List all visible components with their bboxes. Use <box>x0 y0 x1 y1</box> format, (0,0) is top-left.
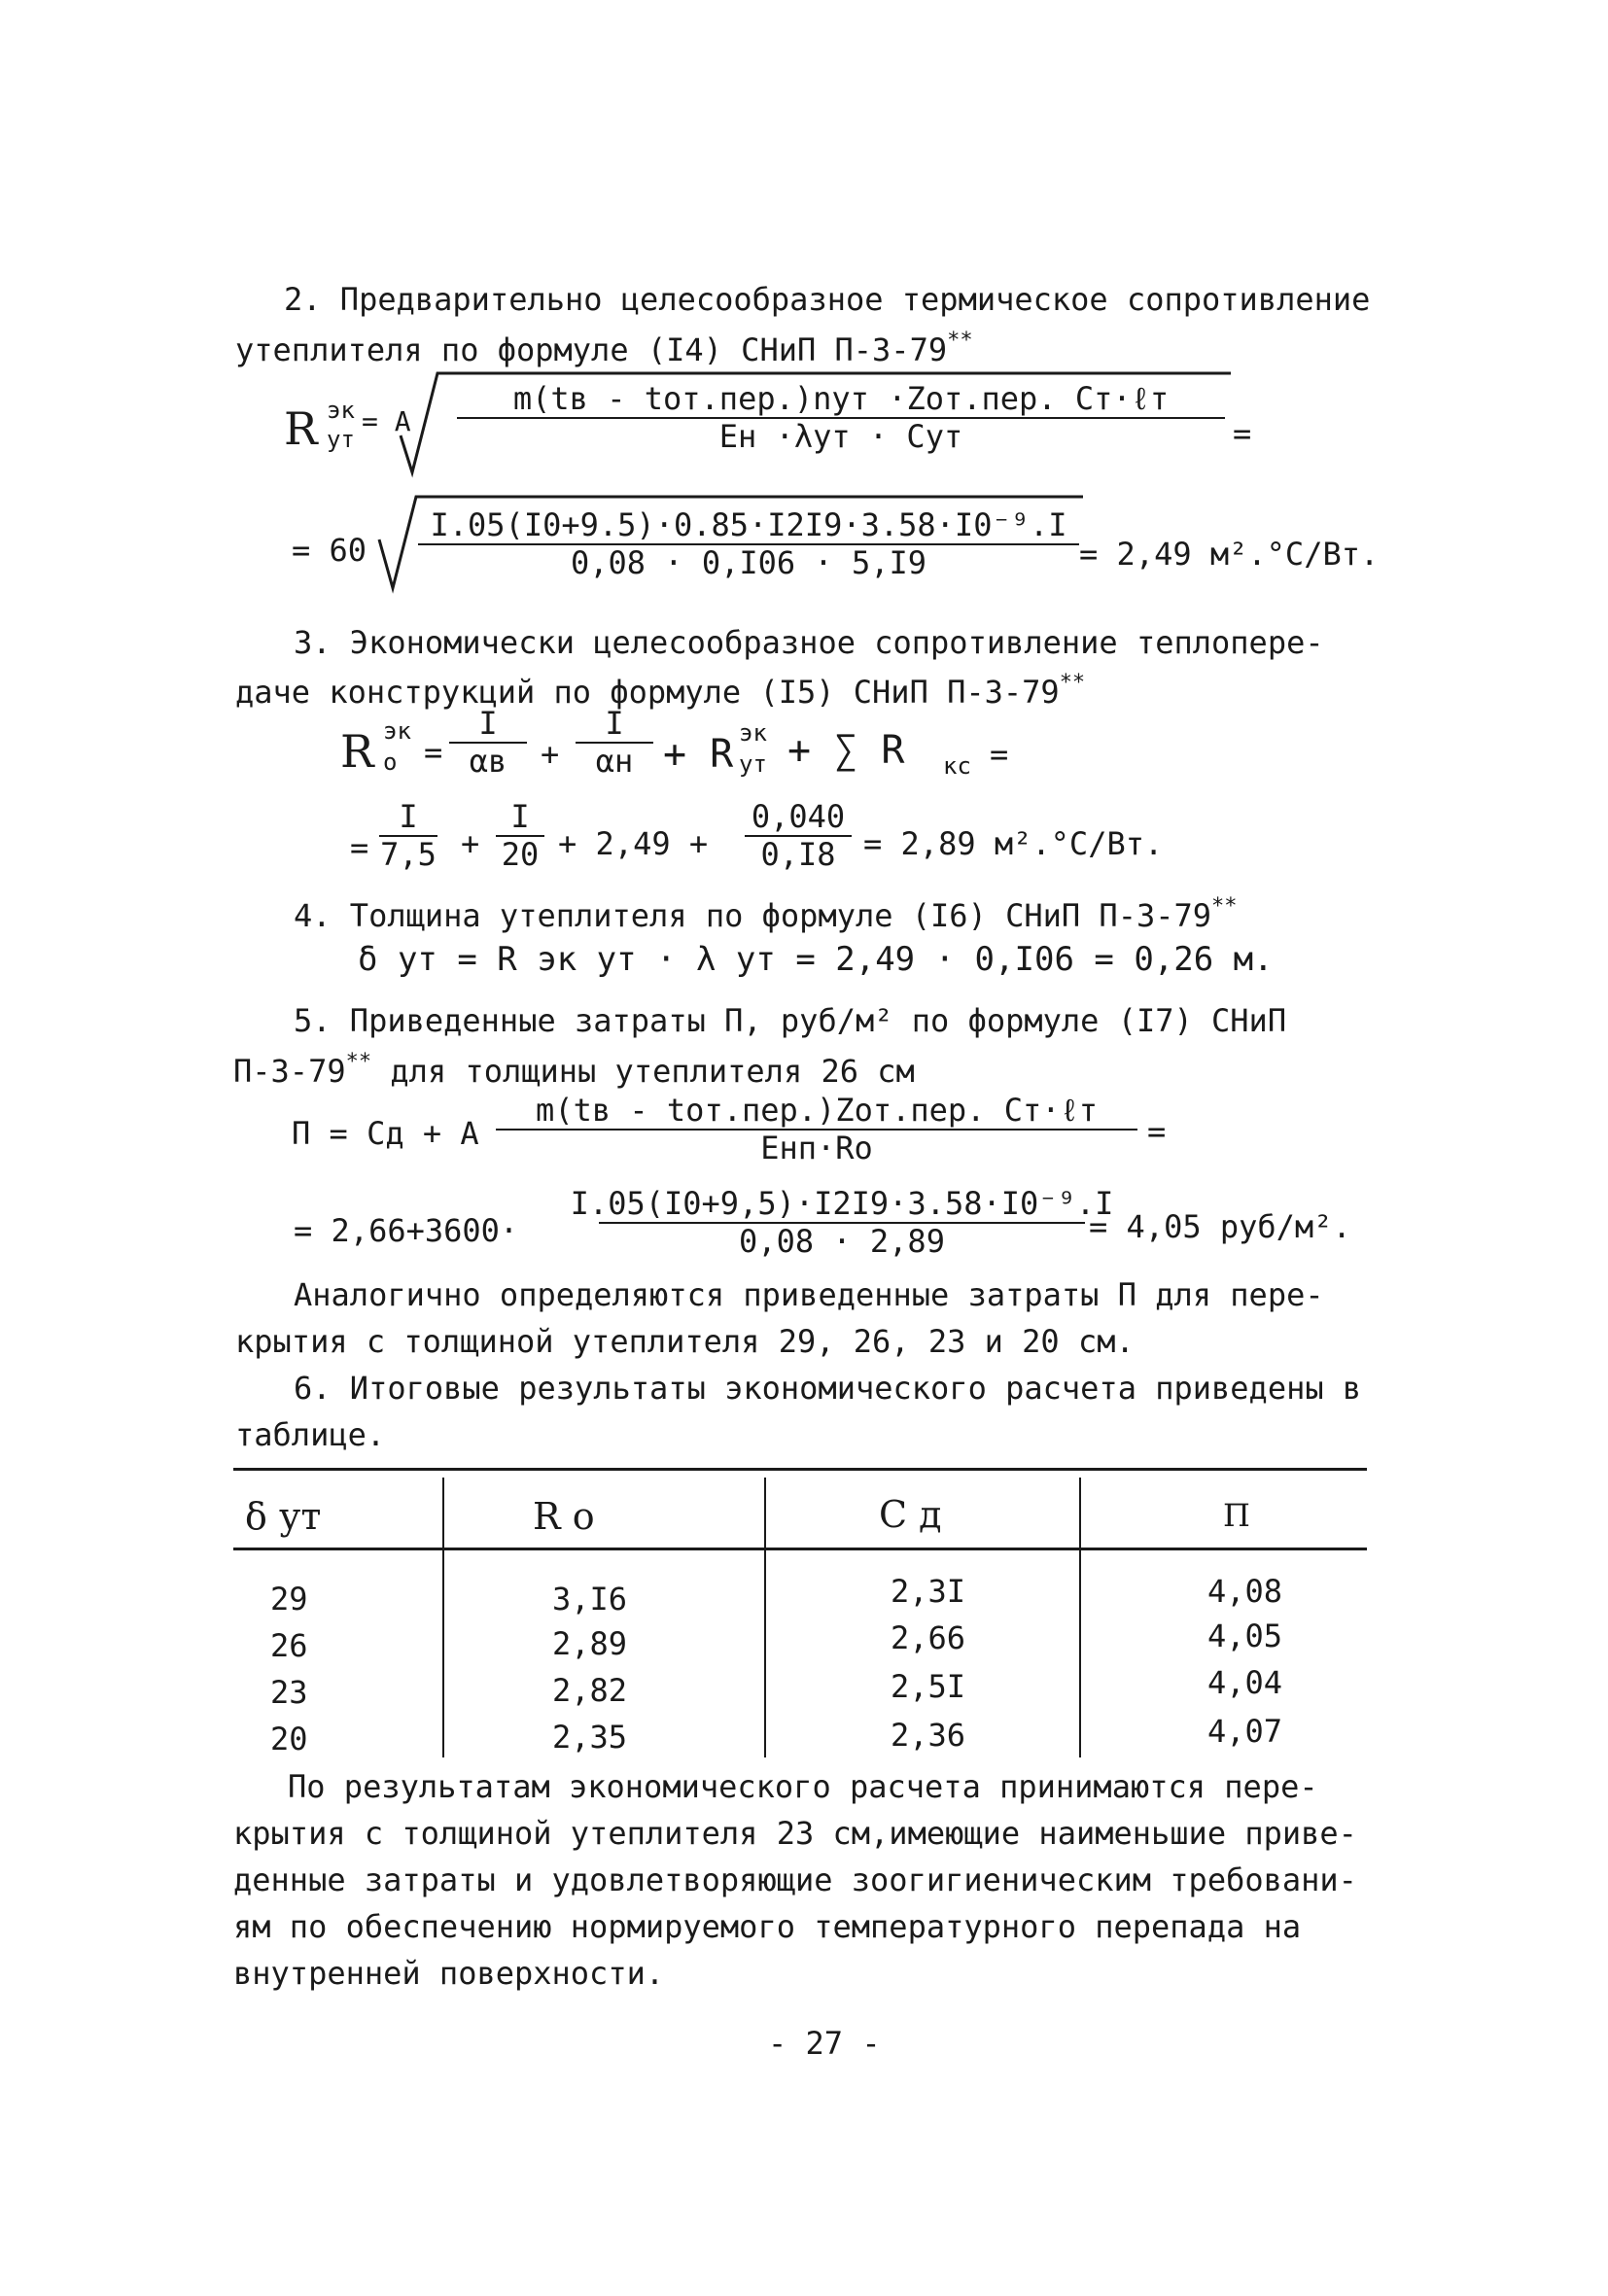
table-top-rule <box>233 1468 1367 1471</box>
item2-lhs-sub: ут <box>327 426 355 453</box>
item3-c2-den: 20 <box>501 835 540 873</box>
table-cell: 4,08 <box>1207 1573 1283 1610</box>
table-cell: 4,07 <box>1207 1713 1283 1750</box>
item3-c3 <box>745 799 852 873</box>
table-cell: 2,82 <box>552 1672 628 1709</box>
table-col-divider-3 <box>1079 1478 1081 1757</box>
item4-line1: 4. Толщина утеплителя по формуле (I6) СНиП П-3-79** <box>294 894 1238 934</box>
table-cell: 2,89 <box>552 1625 628 1662</box>
item3-line1: 3. Экономически целесообразное сопротивление теплопере- <box>294 624 1324 661</box>
item5-calc-numerator: I.05(I0+9,5)·I2I9·3.58·I0⁻⁹.I <box>570 1185 1114 1222</box>
conclusion-line: По результатам экономического расчета принимаются пере- <box>288 1768 1318 1805</box>
table-cell: 2,3I <box>891 1573 966 1610</box>
item2-numerator: m(tв - tот.пер.)nут ·Zот.пер. Ст·ℓт <box>512 380 1170 417</box>
item5-calc-prefix: = 2,66+3600· <box>294 1212 519 1249</box>
item5-numerator: m(tв - tот.пер.)Zот.пер. Ст·ℓт <box>536 1092 1098 1129</box>
item3-frac2-den: αн <box>595 742 634 780</box>
table-header-thickness: δ ут <box>245 1495 322 1538</box>
item3-rhs-sup: эк <box>739 719 767 747</box>
table-cell: 4,04 <box>1207 1664 1283 1701</box>
table-header-rule <box>233 1548 1367 1550</box>
item2-calc-numerator: I.05(I0+9.5)·0.85·I2I9·3.58·I0⁻⁹.I <box>430 506 1067 543</box>
item2-lhs-sup: эк <box>327 397 355 424</box>
item5-result: = 4,05 руб/м². <box>1089 1208 1351 1245</box>
item3-c-mid: + 2,49 + <box>558 825 709 862</box>
table-cell: 2,66 <box>891 1619 966 1656</box>
item2-calc-denominator: 0,08 · 0,I06 · 5,I9 <box>570 543 927 581</box>
item2-fraction <box>457 381 1225 455</box>
item3-eq: = <box>990 736 1009 773</box>
item2-eq: = <box>1233 415 1252 452</box>
item5-calc-fraction <box>570 1185 1114 1260</box>
table-cell: 3,I6 <box>552 1581 628 1618</box>
table-col-divider-2 <box>764 1478 766 1757</box>
item3-c3-num: 0,040 <box>751 798 846 835</box>
table-header-resistance: R о <box>533 1495 595 1538</box>
table-cell: 2,5I <box>891 1668 966 1705</box>
table-cell: 2,36 <box>891 1717 966 1754</box>
item3-plus2: + <box>461 825 480 862</box>
table-cell: 29 <box>270 1581 308 1618</box>
item3-c3-den: 0,I8 <box>760 835 836 873</box>
item3-calc-eq: = <box>350 829 369 866</box>
item2-lhs: R <box>284 402 318 455</box>
item3-c1 <box>379 799 437 873</box>
item5-calc-denominator: 0,08 · 2,89 <box>739 1222 945 1260</box>
item2-calc-fraction <box>418 507 1079 581</box>
item3-eq-sign: = <box>424 734 443 771</box>
table-cell: 23 <box>270 1674 308 1711</box>
item5-line2: П-3-79** для толщины утеплителя 26 см <box>233 1050 915 1090</box>
item2-result: = 2,49 м².°С/Вт. <box>1079 536 1380 573</box>
item2-coef: = A <box>362 405 411 437</box>
page-number: - 27 - <box>768 2025 881 2062</box>
item3-rhs-sub: ут <box>739 750 767 778</box>
item3-frac2-num: I <box>605 705 624 742</box>
table-cell: 20 <box>270 1721 308 1757</box>
table-col-divider-1 <box>442 1478 444 1757</box>
item3-c2-num: I <box>510 798 530 835</box>
table-cell: 26 <box>270 1627 308 1664</box>
item3-lhs-sub: о <box>383 748 398 776</box>
conclusion-line: внутренней поверхности. <box>233 1955 665 1992</box>
item3-frac2 <box>576 706 653 780</box>
item3-line2: даче конструкций по формуле (I5) СНиП П-3-79** <box>235 671 1086 711</box>
item5-para2: крытия с толщиной утеплителя 29, 26, 23 и 20 см. <box>235 1323 1135 1360</box>
item3-lhs-sup: эк <box>383 717 411 745</box>
table-cell: 2,35 <box>552 1719 628 1756</box>
item3-frac1-num: I <box>478 705 498 742</box>
table-header-total: П <box>1223 1497 1250 1534</box>
item3-frac1 <box>449 706 527 780</box>
item3-c2 <box>496 799 544 873</box>
conclusion-line: ям по обеспечению нормируемого температурного перепада на <box>233 1908 1302 1945</box>
item5-denominator: Енп·Rо <box>760 1129 873 1166</box>
item6-line2: таблице. <box>235 1416 386 1453</box>
conclusion-line: крытия с толщиной утеплителя 23 см,имеющие наименьшие приве- <box>233 1815 1357 1852</box>
item3-sum: + ∑ R <box>787 728 905 773</box>
item6-line1: 6. Итоговые результаты экономического расчета приведены в <box>294 1370 1362 1407</box>
item2-denominator: Ен ·λут · Сут <box>718 417 963 455</box>
item2-line1: 2. Предварительно целесообразное термическое сопротивление <box>284 281 1371 318</box>
item5-eq: = <box>1147 1113 1167 1150</box>
table-header-cost: С д <box>879 1493 942 1536</box>
item2-calc-prefix: = 60 <box>292 532 367 569</box>
item3-plus1: + <box>541 736 560 773</box>
item5-lhs: П = Сд + A <box>292 1115 479 1152</box>
item3-c1-num: I <box>399 798 418 835</box>
item5-para1: Аналогично определяются приведенные затраты П для пере- <box>294 1276 1324 1313</box>
item3-lhs: R <box>340 725 374 778</box>
item5-fraction <box>496 1093 1137 1166</box>
item4-formula: δ ут = R эк ут · λ ут = 2,49 · 0,I06 = 0,26 м. <box>358 940 1274 979</box>
table-cell: 4,05 <box>1207 1618 1283 1654</box>
item3-result: = 2,89 м².°С/Вт. <box>863 825 1164 862</box>
conclusion-line: денные затраты и удовлетворяющие зоогигиеническим требовани- <box>233 1861 1357 1898</box>
item3-rhs-mid: + R <box>663 732 734 777</box>
item3-c1-den: 7,5 <box>380 835 437 873</box>
item3-frac1-den: αв <box>469 742 507 780</box>
item5-line1: 5. Приведенные затраты П, руб/м² по формуле (I7) СНиП <box>294 1002 1287 1039</box>
item3-sum-sub: кс <box>943 752 971 780</box>
item2-line2: утеплителя по формуле (I4) СНиП П-3-79** <box>235 329 973 368</box>
